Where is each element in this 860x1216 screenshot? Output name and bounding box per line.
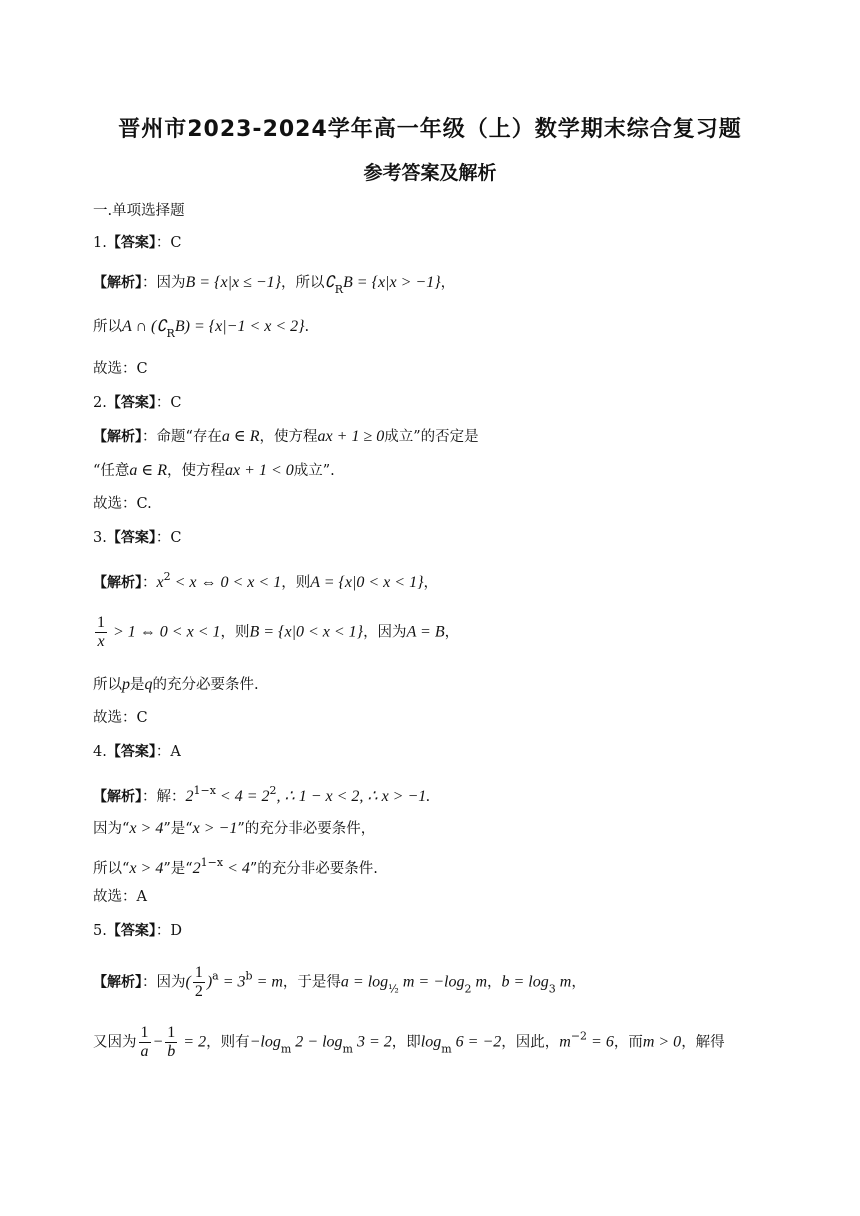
math-sub: m bbox=[342, 1042, 353, 1056]
q3-answer-value: ：C bbox=[155, 530, 182, 546]
text: ：命题“存在 bbox=[142, 429, 222, 445]
text: ，使方程 bbox=[259, 429, 318, 445]
q5-analysis-line-1 bbox=[93, 964, 770, 1001]
math-sup: b bbox=[245, 969, 253, 983]
math: A = {x|0 < x < 1} bbox=[310, 574, 424, 591]
math-sub: ½ bbox=[388, 982, 399, 996]
math: > 1 ⇔ 0 < x < 1 bbox=[109, 623, 221, 641]
q2-number: 2. bbox=[93, 395, 107, 411]
text: 又因为 bbox=[93, 1034, 137, 1051]
math-sub: m bbox=[441, 1042, 452, 1056]
math-sub: 2 bbox=[464, 982, 472, 996]
math-sub: R bbox=[166, 327, 175, 340]
text: ，使方程 bbox=[167, 463, 226, 479]
q5-answer-value: ：D bbox=[155, 923, 182, 939]
math-sup: a bbox=[212, 969, 219, 983]
text: ”是“ bbox=[163, 821, 193, 837]
numerator: 1 bbox=[97, 614, 105, 631]
math: A = B bbox=[406, 623, 445, 641]
text: ，因此， bbox=[501, 1034, 560, 1051]
answer-label: 【答案】 bbox=[106, 744, 156, 760]
math: 2 − log bbox=[291, 1033, 343, 1051]
q1-choice: 故选：C bbox=[93, 361, 148, 377]
numerator: 1 bbox=[167, 1024, 176, 1041]
math: log bbox=[420, 1033, 442, 1051]
math: 6 = −2 bbox=[451, 1033, 502, 1051]
q1-analysis-line-2 bbox=[93, 316, 770, 345]
denominator: 2 bbox=[194, 983, 203, 1000]
math: A ∩ (∁ bbox=[122, 318, 167, 335]
q3-answer bbox=[93, 527, 770, 549]
text: ”是“ bbox=[163, 861, 193, 877]
math-sub: 3 bbox=[548, 982, 556, 996]
math-sup: 1−x bbox=[193, 784, 216, 797]
math: B = {x|x ≤ −1} bbox=[185, 274, 282, 291]
text: 因为“ bbox=[93, 821, 130, 837]
math: B) = {x|−1 < x < 2} bbox=[174, 318, 305, 335]
math: ax + 1 ≥ 0 bbox=[317, 428, 385, 445]
text: ：因为 bbox=[142, 974, 186, 991]
text: ，则 bbox=[220, 624, 250, 641]
math: x bbox=[156, 574, 164, 591]
math: < 4 = 2 bbox=[215, 788, 270, 805]
math: a = log bbox=[340, 973, 389, 991]
math: = 3 bbox=[218, 973, 246, 991]
denominator: x bbox=[97, 633, 105, 650]
math: 2 bbox=[185, 788, 194, 805]
text: 所以“ bbox=[93, 861, 130, 877]
text: ：因为 bbox=[142, 275, 186, 291]
fraction bbox=[139, 1024, 151, 1061]
text: 的充分必要条件. bbox=[152, 677, 259, 693]
math-sup: 2 bbox=[269, 784, 277, 797]
page-title: 晋州市2023-2024学年高一年级（上）数学期末综合复习题 bbox=[118, 117, 742, 142]
text: ，解得 bbox=[681, 1034, 725, 1051]
q3-analysis-line-3 bbox=[93, 674, 770, 696]
q4-analysis-line-1 bbox=[93, 780, 770, 808]
numerator: 1 bbox=[140, 1024, 149, 1041]
q4-answer bbox=[93, 741, 770, 763]
math: B = {x|0 < x < 1} bbox=[249, 623, 364, 641]
text: 所以 bbox=[93, 677, 122, 693]
text: . bbox=[304, 319, 310, 335]
text: “任意 bbox=[93, 463, 130, 479]
q1-number: 1. bbox=[93, 235, 107, 251]
math-sup: −2 bbox=[570, 1029, 588, 1043]
text: ，即 bbox=[391, 1034, 421, 1051]
math: m bbox=[555, 973, 572, 991]
answer-label: 【答案】 bbox=[106, 530, 156, 546]
math: a ∈ R bbox=[129, 462, 168, 479]
math: < x ⇔ 0 < x < 1 bbox=[170, 574, 282, 591]
text: ，则 bbox=[281, 575, 311, 591]
math: ax + 1 < 0 bbox=[225, 462, 294, 479]
text: ”的充分非必要条件， bbox=[237, 821, 376, 837]
math: −log bbox=[249, 1033, 281, 1051]
math: x > 4 bbox=[129, 820, 164, 837]
math: q bbox=[144, 676, 153, 693]
numerator: 1 bbox=[194, 964, 203, 981]
math: b = log bbox=[501, 973, 549, 991]
q5-analysis-line-2 bbox=[93, 1024, 770, 1061]
fraction bbox=[165, 1024, 177, 1061]
text: ，于是得 bbox=[282, 974, 341, 991]
analysis-label: 【解析】 bbox=[93, 429, 142, 445]
text: ：解： bbox=[142, 789, 186, 805]
math-sup: 2 bbox=[163, 570, 171, 583]
q3-choice: 故选：C bbox=[93, 710, 148, 726]
math: = 2 bbox=[179, 1033, 207, 1051]
q3-analysis-line-1 bbox=[93, 566, 770, 594]
text: ： bbox=[142, 575, 157, 591]
answer-label: 【答案】 bbox=[106, 923, 156, 939]
text: ，则有 bbox=[206, 1034, 250, 1051]
math: = m bbox=[252, 973, 283, 991]
text: ”的充分非必要条件. bbox=[249, 861, 378, 877]
math: m bbox=[471, 973, 487, 991]
q2-analysis-line-2 bbox=[93, 460, 770, 482]
analysis-label: 【解析】 bbox=[93, 275, 142, 291]
q5-answer bbox=[93, 920, 770, 942]
math-sub: R bbox=[334, 283, 344, 296]
text: 成立”. bbox=[293, 463, 335, 479]
text: 成立”的否定是 bbox=[384, 429, 479, 445]
q1-answer bbox=[93, 232, 770, 254]
math: a ∈ R bbox=[221, 428, 260, 445]
math: m bbox=[559, 1033, 571, 1051]
math: B = {x|x > −1} bbox=[343, 274, 441, 291]
math: p bbox=[122, 676, 130, 693]
q5-number: 5. bbox=[93, 923, 107, 939]
text: ，因为 bbox=[363, 624, 407, 641]
q2-answer-value: ：C bbox=[155, 395, 182, 411]
text: 所以 bbox=[93, 319, 122, 335]
page-subtitle: 参考答案及解析 bbox=[363, 162, 497, 184]
q4-analysis-line-3 bbox=[93, 852, 770, 880]
text: ， bbox=[423, 575, 438, 591]
math: x > 4 bbox=[129, 860, 164, 877]
text: ， bbox=[440, 275, 456, 291]
answer-label: 【答案】 bbox=[106, 395, 156, 411]
math: 3 = 2 bbox=[352, 1033, 392, 1051]
math-sub: m bbox=[280, 1042, 292, 1056]
q3-number: 3. bbox=[93, 530, 107, 546]
answer-label: 【答案】 bbox=[106, 235, 156, 251]
math: x > −1 bbox=[192, 820, 238, 837]
q1-answer-value: ：C bbox=[155, 235, 182, 251]
math: < 4 bbox=[223, 860, 250, 877]
q4-number: 4. bbox=[93, 744, 107, 760]
math: m > 0 bbox=[642, 1033, 682, 1051]
q2-choice: 故选：C. bbox=[93, 496, 152, 512]
analysis-label: 【解析】 bbox=[93, 974, 142, 991]
text: ， bbox=[487, 974, 502, 991]
q1-analysis-line-1 bbox=[93, 272, 770, 301]
q2-analysis-line-1 bbox=[93, 426, 770, 448]
text: ，所以 bbox=[281, 275, 325, 291]
math: ∁ bbox=[324, 274, 335, 291]
text: 是 bbox=[130, 677, 145, 693]
analysis-label: 【解析】 bbox=[93, 575, 142, 591]
math: ) bbox=[206, 973, 213, 991]
denominator: b bbox=[167, 1043, 176, 1060]
math-sup: 1−x bbox=[200, 856, 224, 869]
paren-open: ( bbox=[185, 973, 191, 991]
text: ， bbox=[571, 974, 586, 991]
math: m = −log bbox=[398, 973, 465, 991]
math: = 6 bbox=[587, 1033, 614, 1051]
q3-analysis-line-2 bbox=[93, 614, 770, 651]
q2-answer bbox=[93, 392, 770, 414]
math: 2 bbox=[192, 860, 201, 877]
math: , ∴ 1 − x < 2, ∴ x > −1. bbox=[276, 788, 431, 805]
minus-sign: − bbox=[152, 1033, 164, 1051]
analysis-label: 【解析】 bbox=[93, 789, 142, 805]
q4-choice: 故选：A bbox=[93, 889, 147, 905]
denominator: a bbox=[140, 1043, 149, 1060]
fraction bbox=[193, 964, 205, 1001]
text: ，而 bbox=[613, 1034, 643, 1051]
section-heading: 一.单项选择题 bbox=[93, 203, 185, 219]
q4-answer-value: ：A bbox=[155, 744, 181, 760]
fraction bbox=[95, 614, 107, 651]
q4-analysis-line-2 bbox=[93, 818, 770, 840]
text: ， bbox=[444, 624, 460, 641]
